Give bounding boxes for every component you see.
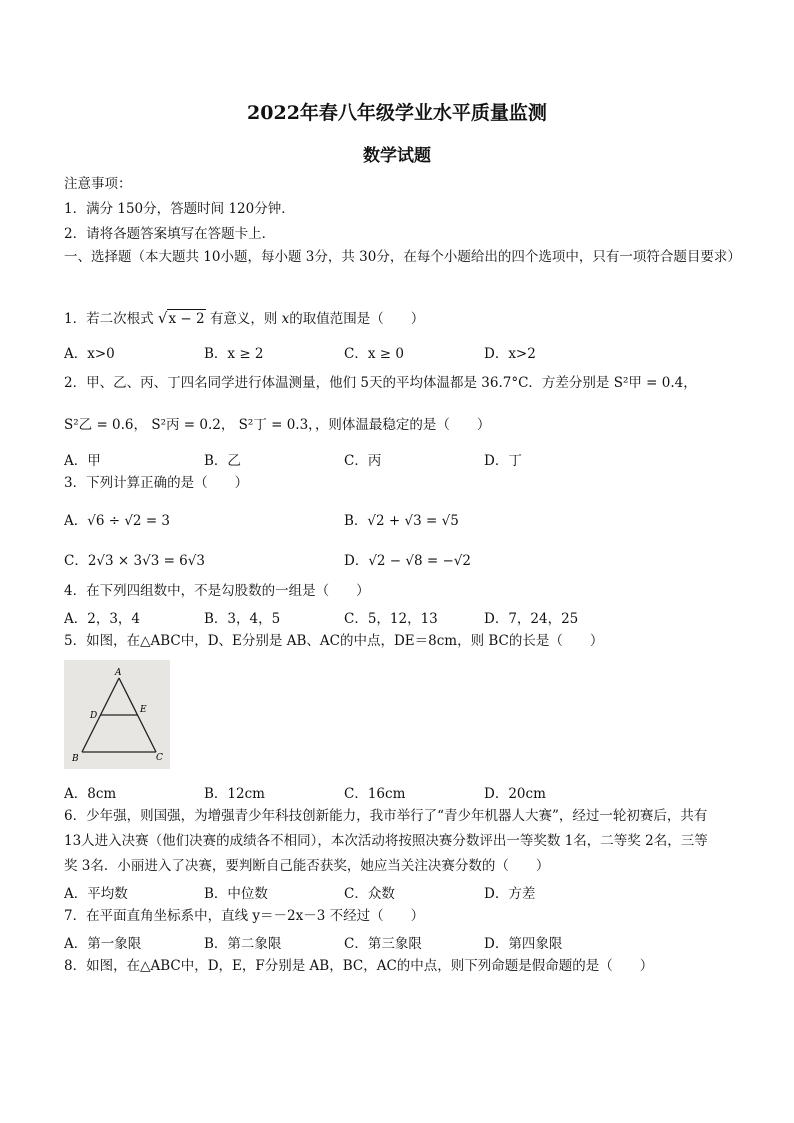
q1-option-a: A．x>0 (64, 346, 115, 362)
q5-option-d: D．20cm (484, 786, 546, 802)
q1-post2: 的取值范围是（ ） (289, 311, 425, 327)
q6-option-b: B．中位数 (204, 886, 268, 902)
q8-stem: 8．如图，在△ABC中，D，E，F分别是 AB，BC，AC的中点，则下列命题是假命题的是（ ） (64, 958, 654, 974)
q2-s-jia: S²甲 = 0.4， (613, 375, 697, 391)
q1-option-d: D．x>2 (484, 346, 536, 362)
q1-stem (64, 309, 424, 328)
q5-option-b: B．12cm (204, 786, 265, 802)
q2-s-bing: S²丙 = 0.2， (151, 417, 235, 433)
q2-line2 (64, 416, 490, 434)
q2-option-c: C．丙 (344, 453, 382, 469)
q2-stem-2: ，则体温最稳定的是（ ） (314, 417, 491, 433)
q3-option-b: B．√2 + √3 = √5 (344, 513, 459, 529)
q2-option-d: D．丁 (484, 453, 522, 469)
q1-radicand: x − 2 (168, 311, 205, 327)
q6-line1: 6．少年强，则国强，为增强青少年科技创新能力，我市举行了“青少年机器人大赛”，经过一轮初赛后，共有 (64, 808, 708, 824)
label-a: A (115, 668, 122, 678)
q3-option-d: D．√2 − √8 = −√2 (344, 553, 471, 569)
q5-option-a: A．8cm (64, 786, 117, 802)
notice-item-2: 2．请将各题答案填写在答题卡上． (64, 226, 276, 242)
q4-option-b: B．3，4，5 (204, 611, 281, 627)
q2-option-a: A．甲 (64, 453, 101, 469)
notice-item-1: 1．满分 150分，答题时间 120分钟． (64, 201, 295, 217)
q2-line1 (64, 374, 697, 392)
q3-option-a: A．√6 ÷ √2 = 3 (64, 513, 171, 529)
section1-heading: 一、选择题（本大题共 10小题，每小题 3分，共 30分，在每个小题给出的四个选项中，只有一项符合题目要求） (64, 249, 741, 265)
q5-option-c: C．16cm (344, 786, 406, 802)
label-e: E (140, 705, 147, 715)
q2-s-yi: S²乙 = 0.6， (64, 417, 148, 433)
q4-option-c: C．5，12，13 (344, 611, 438, 627)
q6-line2: 13人进入决赛（他们决赛的成绩各不相同），本次活动将按照决赛分数评出一等奖数 1名，二等奖 2名，三等 (64, 833, 708, 849)
q1-pre: 1．若二次根式 (64, 311, 154, 327)
exam-title: 2022年春八年级学业水平质量监测 (247, 102, 547, 124)
triangle-diagram (64, 660, 170, 769)
q2-option-b: B．乙 (204, 453, 241, 469)
label-d: D (90, 711, 98, 721)
q2-s-ding: S²丁 = 0.3， (238, 417, 315, 433)
q1-post: 有意义，则 (209, 311, 278, 327)
q2-stem-1: 2．甲、乙、丙、丁四名同学进行体温测量，他们 5天的平均体温都是 36.7°C．方差分别是 (64, 375, 610, 391)
q5-stem: 5．如图，在△ABC中，D、E分别是 AB、AC的中点，DE＝8cm，则 BC的长是（ ） (64, 633, 604, 649)
label-c: C (156, 753, 163, 763)
q7-stem: 7．在平面直角坐标系中，直线 y＝－2x－3 不经过（ ） (64, 908, 425, 924)
q5-triangle-figure (64, 660, 170, 769)
q3-stem: 3．下列计算正确的是（ ） (64, 475, 249, 491)
q6-option-c: C．众数 (344, 886, 395, 902)
q7-option-a: A．第一象限 (64, 936, 142, 952)
q6-line3: 奖 3名．小丽进入了决赛，要判断自己能否获奖，她应当关注决赛分数的（ ） (64, 858, 550, 874)
q3-option-c: C．2√3 × 3√3 = 6√3 (64, 553, 205, 569)
q7-option-d: D．第四象限 (484, 936, 563, 952)
label-b: B (72, 754, 79, 764)
exam-subtitle: 数学试题 (363, 146, 431, 166)
q1-option-b: B．x ≥ 2 (204, 346, 264, 362)
q6-option-d: D．方差 (484, 886, 536, 902)
q4-option-d: D．7，24，25 (484, 611, 579, 627)
q4-stem: 4．在下列四组数中，不是勾股数的一组是（ ） (64, 583, 370, 599)
q7-option-b: B．第二象限 (204, 936, 282, 952)
q6-option-a: A．平均数 (64, 886, 128, 902)
q1-option-c: C．x ≥ 0 (344, 346, 404, 362)
q1-var: x (281, 311, 290, 327)
q7-option-c: C．第三象限 (344, 936, 422, 952)
q4-option-a: A．2，3，4 (64, 611, 141, 627)
notice-heading: 注意事项： (64, 176, 132, 192)
radical-sign: √ (157, 309, 168, 327)
